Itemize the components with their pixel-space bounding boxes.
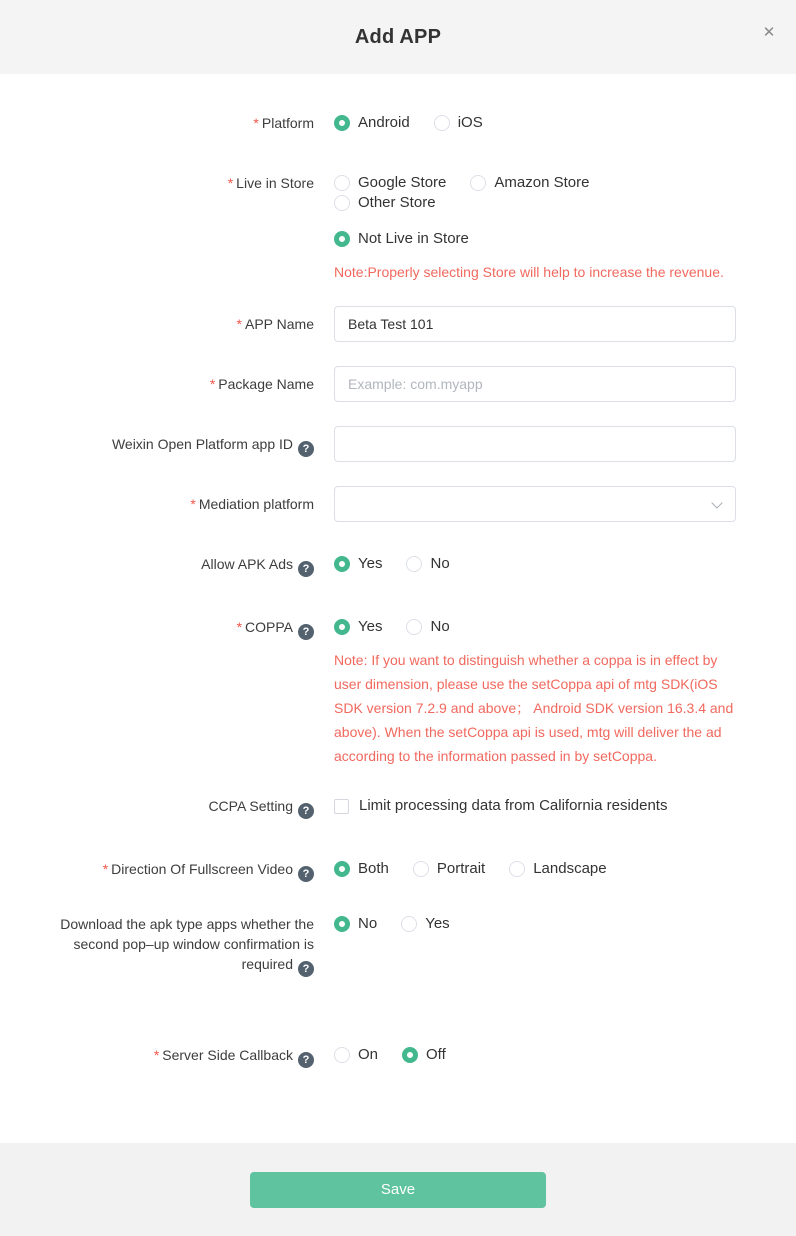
required-marker: * bbox=[209, 376, 216, 392]
coppa-label: * COPPA ? bbox=[0, 617, 314, 640]
radio-icon[interactable] bbox=[334, 916, 350, 932]
not-live-row bbox=[334, 229, 736, 249]
radio-icon[interactable] bbox=[509, 861, 525, 877]
radio-icon[interactable] bbox=[334, 556, 350, 572]
checkbox-icon[interactable] bbox=[334, 799, 349, 814]
help-icon[interactable]: ? bbox=[298, 441, 314, 457]
help-icon[interactable]: ? bbox=[298, 961, 314, 977]
platform-label: * Platform bbox=[253, 115, 314, 131]
weixin-app-id-row bbox=[0, 426, 796, 462]
direction-radio-portrait[interactable]: Portrait bbox=[413, 859, 485, 879]
radio-icon[interactable] bbox=[334, 195, 350, 211]
allow-apk-ads-row bbox=[0, 554, 796, 577]
live-in-store-radio-group bbox=[334, 173, 736, 213]
live-in-store-row bbox=[0, 173, 796, 284]
weixin-app-id-label: Weixin Open Platform app ID ? bbox=[0, 426, 314, 457]
allow-apk-ads-label: Allow APK Ads ? bbox=[0, 554, 314, 577]
coppa-note: Note: If you want to distinguish whether a coppa is in effect by user dimension, please use the setCoppa api of mtg SDK(iOS SDK version 7.2.9 and above； Android SDK version 16.3.4 and above). When the setCoppa api is used, mtg will deliver the ad according to the information passed in by setCoppa. bbox=[334, 652, 734, 764]
store-radio-not-live[interactable]: Not Live in Store bbox=[334, 229, 469, 249]
coppa-radio-no[interactable]: No bbox=[406, 617, 449, 637]
radio-icon[interactable] bbox=[334, 619, 350, 635]
dialog-body bbox=[0, 74, 796, 1068]
help-icon[interactable]: ? bbox=[298, 1052, 314, 1068]
allow-apk-ads-radio-group bbox=[334, 554, 736, 574]
radio-icon[interactable] bbox=[334, 1047, 350, 1063]
apk-confirm-radio-group bbox=[334, 914, 736, 934]
radio-icon[interactable] bbox=[334, 175, 350, 191]
help-icon[interactable]: ? bbox=[298, 803, 314, 819]
mediation-platform-row bbox=[0, 486, 796, 522]
save-button[interactable]: Save bbox=[250, 1172, 546, 1208]
apk-ads-radio-no[interactable]: No bbox=[406, 554, 449, 574]
app-name-label: * APP Name bbox=[236, 316, 314, 332]
server-callback-radio-group bbox=[334, 1045, 736, 1065]
radio-icon[interactable] bbox=[401, 916, 417, 932]
required-marker: * bbox=[190, 496, 196, 512]
mediation-platform-select[interactable] bbox=[334, 486, 736, 522]
package-name-label: * Package Name bbox=[209, 376, 314, 392]
radio-icon[interactable] bbox=[434, 115, 450, 131]
chevron-down-icon bbox=[711, 497, 722, 508]
fullscreen-direction-radio-group bbox=[334, 859, 736, 879]
ccpa-setting-label: CCPA Setting ? bbox=[0, 796, 314, 819]
mediation-platform-label: * Mediation platform bbox=[190, 496, 314, 512]
coppa-row bbox=[0, 617, 796, 768]
help-icon[interactable]: ? bbox=[298, 624, 314, 640]
direction-radio-landscape[interactable]: Landscape bbox=[509, 859, 606, 879]
help-icon[interactable]: ? bbox=[298, 866, 314, 882]
platform-radio-group bbox=[334, 113, 736, 133]
close-icon[interactable]: ✕ bbox=[762, 24, 776, 41]
apk-confirm-radio-yes[interactable]: Yes bbox=[401, 914, 449, 934]
required-marker: * bbox=[227, 175, 234, 191]
store-radio-google[interactable]: Google Store bbox=[334, 173, 446, 193]
dialog-header bbox=[0, 0, 796, 74]
weixin-app-id-input[interactable] bbox=[334, 426, 736, 462]
radio-icon[interactable] bbox=[470, 175, 486, 191]
platform-radio-ios[interactable]: iOS bbox=[434, 113, 483, 133]
coppa-radio-yes[interactable]: Yes bbox=[334, 617, 382, 637]
radio-icon[interactable] bbox=[413, 861, 429, 877]
callback-radio-off[interactable]: Off bbox=[402, 1045, 446, 1065]
store-radio-other[interactable]: Other Store bbox=[334, 193, 436, 213]
store-note: Note:Properly selecting Store will help to increase the revenue. bbox=[334, 264, 724, 280]
app-name-input[interactable] bbox=[334, 306, 736, 342]
radio-icon[interactable] bbox=[402, 1047, 418, 1063]
radio-icon[interactable] bbox=[334, 861, 350, 877]
dialog-footer bbox=[0, 1143, 796, 1236]
server-callback-label: * Server Side Callback ? bbox=[0, 1045, 314, 1068]
apk-ads-radio-yes[interactable]: Yes bbox=[334, 554, 382, 574]
apk-confirm-radio-no[interactable]: No bbox=[334, 914, 377, 934]
fullscreen-direction-row bbox=[0, 859, 796, 882]
store-radio-amazon[interactable]: Amazon Store bbox=[470, 173, 589, 193]
required-marker: * bbox=[153, 1047, 160, 1063]
radio-icon[interactable] bbox=[334, 115, 350, 131]
platform-radio-android[interactable]: Android bbox=[334, 113, 410, 133]
required-marker: * bbox=[236, 619, 243, 635]
app-name-row bbox=[0, 306, 796, 342]
package-name-row bbox=[0, 366, 796, 402]
direction-radio-both[interactable]: Both bbox=[334, 859, 389, 879]
server-callback-row bbox=[0, 1045, 796, 1068]
dialog-title: Add APP bbox=[354, 25, 442, 48]
required-marker: * bbox=[253, 115, 259, 131]
package-name-input[interactable] bbox=[334, 366, 736, 402]
required-marker: * bbox=[236, 316, 242, 332]
apk-confirm-row bbox=[0, 914, 796, 977]
radio-icon[interactable] bbox=[334, 231, 350, 247]
ccpa-setting-row bbox=[0, 796, 796, 819]
coppa-radio-group bbox=[334, 617, 736, 637]
ccpa-checkbox-option[interactable]: Limit processing data from California residents bbox=[334, 796, 736, 816]
live-in-store-label: * Live in Store bbox=[227, 175, 314, 191]
required-marker: * bbox=[102, 861, 109, 877]
apk-confirm-label: Download the apk type apps whether the second pop–up window confirmation is required ? bbox=[60, 916, 314, 975]
help-icon[interactable]: ? bbox=[298, 561, 314, 577]
fullscreen-direction-label: * Direction Of Fullscreen Video ? bbox=[0, 859, 314, 882]
callback-radio-on[interactable]: On bbox=[334, 1045, 378, 1065]
radio-icon[interactable] bbox=[406, 619, 422, 635]
live-in-store-controls bbox=[334, 173, 736, 284]
platform-row bbox=[0, 113, 796, 133]
radio-icon[interactable] bbox=[406, 556, 422, 572]
